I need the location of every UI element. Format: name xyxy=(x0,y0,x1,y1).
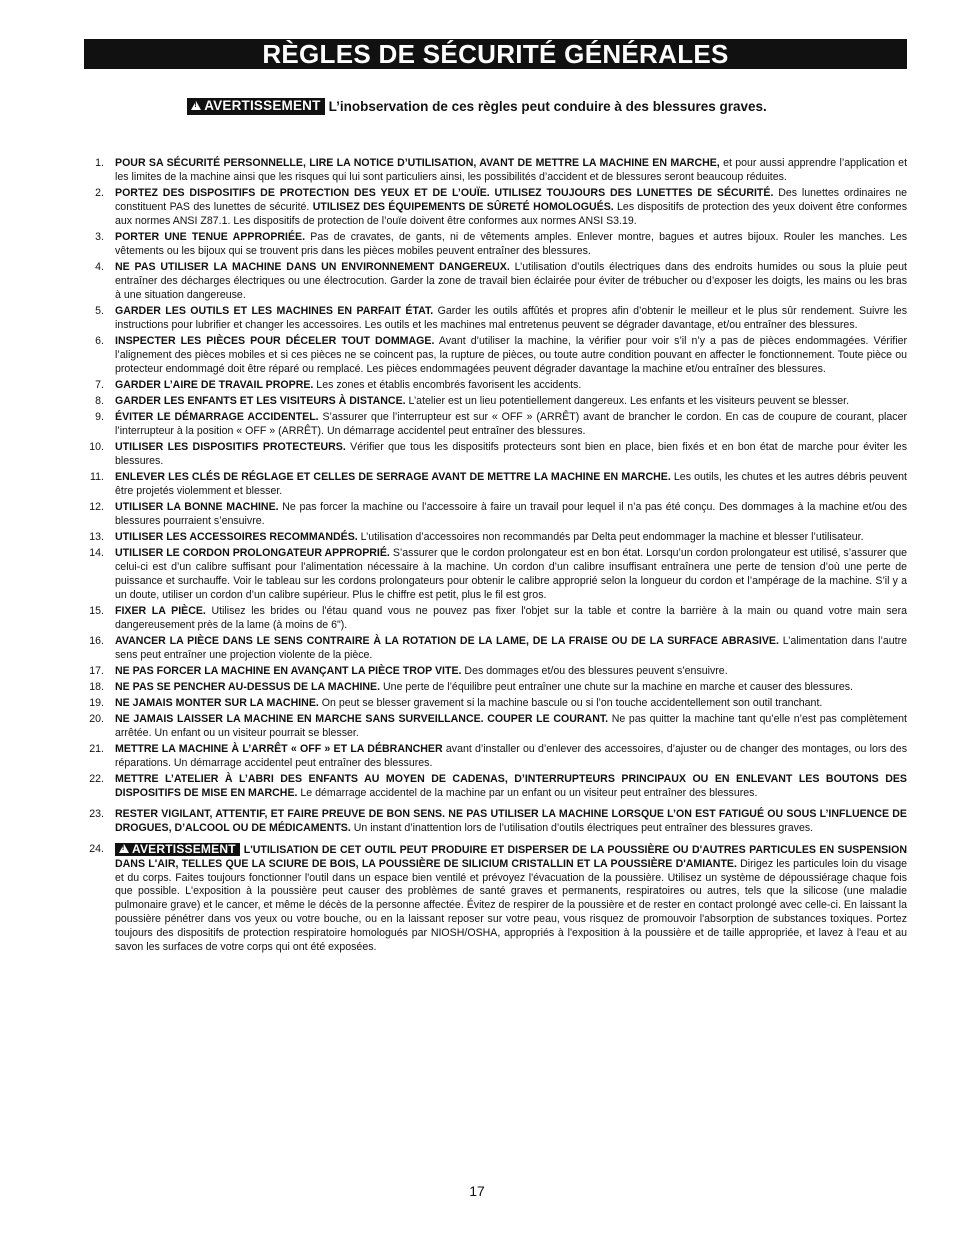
rule-item xyxy=(84,441,907,469)
rule-item xyxy=(84,713,907,741)
rule-number: 7. xyxy=(95,378,104,391)
rule-number: 20. xyxy=(89,713,104,726)
rule-number: 14. xyxy=(89,547,104,559)
rule-text: Dirigez les particules loin du visage et du corps. Faites toujours fonctionner l'outil dans un espace bien ventilé et prévoyez l'évacuation de la poussière. Utilisez un système de dépoussiérage chaque fois que possible. L'exposition à la poussière peut causer des problèmes de santé graves et permanents, respiratoires ou autres, tels que la silicose (une maladie pulmonaire grave) et le cancer, et même le décès de la personne affectée. Évitez de respirer de la poussière et de rester en contact prolongé avec celle-ci. En laissant la poussière pénétrer dans vos yeux ou votre bouche, ou en la laissant reposer sur votre peau, vous risquez de promouvoir l'absorption de substances toxiques. Portez toujours des dispositifs de protection respiratoire homologués par NIOSH/OSHA, appropriés à l'exposition à la poussière et de taille appropriée, et lavez à l'eau et au savon les surfaces de votre corps qui ont été exposées. xyxy=(115,857,907,954)
rule-item xyxy=(84,743,907,771)
rule-heading: GARDER L’AIRE DE TRAVAIL PROPRE. xyxy=(115,378,314,391)
rule-item xyxy=(84,471,907,499)
rule-heading: POUR SA SÉCURITÉ PERSONNELLE, LIRE LA NOTICE D’UTILISATION, AVANT DE METTRE LA MACHINE EN MARCHE, xyxy=(115,157,720,169)
rule-heading: UTILISER LE CORDON PROLONGATEUR APPROPRIÉ. xyxy=(115,547,390,559)
rule-heading: AVANCER LA PIÈCE DANS LE SENS CONTRAIRE À LA ROTATION DE LA LAME, DE LA FRAISE OU DE LA SURFACE ABRASIVE. xyxy=(115,634,779,647)
rule-item xyxy=(84,379,907,393)
warning-badge-label: AVERTISSEMENT xyxy=(204,98,321,113)
page-number: 17 xyxy=(469,1183,485,1199)
rule-number: 3. xyxy=(95,230,104,243)
rule-item xyxy=(84,261,907,303)
rule-heading: ÉVITER LE DÉMARRAGE ACCIDENTEL. xyxy=(115,410,319,423)
rule-number: 16. xyxy=(89,634,104,647)
rule-item xyxy=(84,231,907,259)
rule-heading: FIXER LA PIÈCE. xyxy=(115,604,206,617)
rule-item xyxy=(84,635,907,663)
rule-heading: NE JAMAIS MONTER SUR LA MACHINE. xyxy=(115,697,319,709)
rule-item xyxy=(84,531,907,545)
rule-heading: NE PAS SE PENCHER AU-DESSUS DE LA MACHINE. xyxy=(115,680,381,693)
rule-text-secondary: Les dispositifs de protection des yeux doivent être conformes aux normes ANSI Z87.1. Les dispositifs de protection de l’ouïe doivent être conformes aux normes ANSI S3.19. xyxy=(115,200,907,227)
rule-number: 10. xyxy=(89,440,104,453)
rule-heading: INSPECTER LES PIÈCES POUR DÉCELER TOUT DOMMAGE. xyxy=(115,334,435,347)
warning-banner xyxy=(0,98,954,116)
rule-text: Utilisez les brides ou l'étau quand vous ne pouvez pas fixer l'objet sur la table et contre la barrière à la main ou quand votre main sera dangereusement près de la lame (à moins de 6"). xyxy=(115,604,907,631)
rule-number: 19. xyxy=(89,697,104,709)
rule-text: L’utilisation d’accessoires non recommandés par Delta peut endommager la machine et blesser l’utilisateur. xyxy=(357,530,864,543)
rule-heading: NE PAS FORCER LA MACHINE EN AVANÇANT LA PIÈCE TROP VITE. xyxy=(115,664,462,677)
rule-text: On peut se blesser gravement si la machine bascule ou si l’on touche accidentellement son outil tranchant. xyxy=(318,697,823,709)
rule-text: Une perte de l’équilibre peut entraîner une chute sur la machine en marche et causer des blessures. xyxy=(380,680,853,693)
rule-number: 22. xyxy=(89,773,104,786)
rule-heading: NE PAS UTILISER LA MACHINE DANS UN ENVIRONNEMENT DANGEREUX. xyxy=(115,260,510,273)
rule-number: 13. xyxy=(89,530,104,543)
rule-heading: UTILISER LA BONNE MACHINE. xyxy=(115,500,279,513)
rule-number: 17. xyxy=(89,664,104,677)
rule-number: 18. xyxy=(89,680,104,693)
safety-rules-list xyxy=(84,157,907,957)
rule-number: 23. xyxy=(89,807,104,820)
rule-number: 8. xyxy=(95,394,104,407)
rule-heading: ENLEVER LES CLÉS DE RÉGLAGE ET CELLES DE SERRAGE AVANT DE METTRE LA MACHINE EN MARCHE. xyxy=(115,470,671,483)
rule-text: Ne pas forcer la machine ou l’accessoire à faire un travail pour lequel il n’a pas été conçu. Des dommages à la machine et/ou des blessures pourraient s’ensuivre. xyxy=(115,500,907,527)
rule-item xyxy=(84,335,907,377)
rule-heading: PORTER UNE TENUE APPROPRIÉE. xyxy=(115,230,306,243)
rule-number: 2. xyxy=(95,187,104,199)
warning-triangle-icon xyxy=(119,844,129,853)
rule-text: S’assurer que le cordon prolongateur est en bon état. Lorsqu’un cordon prolongateur est utilisé, s’assurer que celui-ci est d’un calibre suffisant pour l’alimentation nécessaire à la machine. Un cordon d’un calibre insuffisant entraînera une perte de tension d’où une perte de puissance et surchauffe. Voir le tableau sur les cordons prolongateurs pour obtenir le calibre approprié selon la longueur du cordon et l’ampérage de la machine. S’il y a un doute, utiliser un cordon d’un calibre supérieur. Plus le chiffre est petit, plus le fil est gros. xyxy=(115,547,907,601)
rule-text: Les zones et établis encombrés favorisent les accidents. xyxy=(313,378,582,391)
rule-heading: RESTER VIGILANT, ATTENTIF, ET FAIRE PREUVE DE BON SENS. NE PAS UTILISER LA MACHINE LORSQUE L’ON EST FATIGUÉ OU SOUS L’INFLUENCE DE DROGUES, D’ALCOOL OU DE MÉDICAMENTS. xyxy=(115,807,907,834)
rule-number: 4. xyxy=(95,260,104,273)
rule-item xyxy=(84,157,907,185)
rule-heading-secondary: UTILISEZ DES ÉQUIPEMENTS DE SÛRETÉ HOMOLOGUÉS. xyxy=(312,200,614,213)
rule-item xyxy=(84,773,907,801)
rule-text: Ne pas quitter la machine tant qu’elle n’est pas complètement arrêtée. Un enfant ou un visiteur pourrait se blesser. xyxy=(115,713,907,739)
rule-text: Vérifier que tous les dispositifs protecteurs sont bien en place, bien fixés et en bon état de marche pour éviter les blessures. xyxy=(115,440,907,467)
rule-heading: UTILISER LES ACCESSOIRES RECOMMANDÉS. xyxy=(115,530,358,543)
rule-number: 1. xyxy=(95,157,104,169)
rule-text: Des dommages et/ou des blessures peuvent s’ensuivre. xyxy=(461,664,728,677)
rule-heading: GARDER LES OUTILS ET LES MACHINES EN PARFAIT ÉTAT. xyxy=(115,304,434,317)
rule-heading: METTRE L’ATELIER À L’ABRI DES ENFANTS AU MOYEN DE CADENAS, D’INTERRUPTEURS PRINCIPAUX OU EN ENLEVANT LES BOUTONS DES DISPOSITIFS DE MISE EN MARCHE. xyxy=(115,773,907,799)
rule-item xyxy=(84,697,907,711)
rule-number: 6. xyxy=(95,334,104,347)
rule-warning-badge-label: AVERTISSEMENT xyxy=(132,841,236,856)
rule-item xyxy=(84,808,907,836)
rule-text: et pour aussi apprendre l’application et les limites de la machine ainsi que les risques qui lui sont particuliers ainsi, les possibilités d’accident et de blessures seront beaucoup réduites. xyxy=(115,157,908,183)
rule-number: 11. xyxy=(90,470,104,483)
rule-text: Un instant d’inattention lors de l’utilisation d’outils électriques peut entraîner des blessures graves. xyxy=(350,821,814,834)
rule-number: 5. xyxy=(95,304,104,317)
rule-heading: NE JAMAIS LAISSER LA MACHINE EN MARCHE SANS SURVEILLANCE. COUPER LE COURANT. xyxy=(115,713,609,726)
rule-text: Les outils, les chutes et les autres débris peuvent être projetés violemment et blesser. xyxy=(115,470,907,497)
rule-item xyxy=(84,843,907,955)
rule-heading: PORTEZ DES DISPOSITIFS DE PROTECTION DES YEUX ET DE L’OUÏE. UTILISEZ TOUJOURS DES LUNETTES DE SÉCURITÉ. xyxy=(115,187,774,199)
rule-item xyxy=(84,547,907,603)
rule-warning-badge xyxy=(115,843,240,856)
warning-text: L’inobservation de ces règles peut conduire à des blessures graves. xyxy=(328,99,767,114)
rule-heading: METTRE LA MACHINE À L’ARRÊT « OFF » ET LA DÉBRANCHER xyxy=(115,743,443,756)
rule-item xyxy=(84,665,907,679)
rule-text: Garder les outils affûtés et propres afin d’obtenir le meilleur et le plus sûr rendement. Suivre les instructions pour lubrifier et changer les accessoires. Les outils et les machines mal entretenus peuvent se dégrader davantage, et/ou entraîner des blessures. xyxy=(115,304,907,331)
rule-number: 15. xyxy=(89,604,104,617)
rule-text: L’atelier est un lieu potentiellement dangereux. Les enfants et les visiteurs peuvent se blesser. xyxy=(405,394,850,407)
rule-number: 12. xyxy=(89,500,104,513)
warning-badge xyxy=(187,98,324,115)
rule-heading: UTILISER LES DISPOSITIFS PROTECTEURS. xyxy=(115,440,346,453)
rule-heading: GARDER LES ENFANTS ET LES VISITEURS À DISTANCE. xyxy=(115,394,406,407)
rule-heading: L'UTILISATION DE CET OUTIL PEUT PRODUIRE ET DISPERSER DE LA POUSSIÈRE OU D'AUTRES PARTICULES EN SUSPENSION DANS L'AIR, TELLES QUE LA SCIURE DE BOIS, LA POUSSIÈRE DE SILICIUM CRISTALLIN ET LA POUSSIÈRE D'AMIANTE. xyxy=(115,843,907,870)
rule-item xyxy=(84,605,907,633)
rule-text: Avant d’utiliser la machine, la vérifier pour voir s’il n’y a pas de pièces endommagées. Vérifier l’alignement des pièces mobiles et si ces pièces ne se coincent pas, la rupture de pièces, ou toute autre condition pouvant en affecter le fonctionnement. Toute pièce ou protecteur endommagé doit être réparé ou remplacé. Les pièces endommagées peuvent dégrader davantage la machine et/ou entraîner des blessures. xyxy=(115,334,908,375)
rule-text: L’utilisation d’outils électriques dans des endroits humides ou sous la pluie peut entraîner des décharges électriques ou une électrocution. Garder la zone de travail bien éclairée pour éviter de trébucher ou d’exposer les doigts, les mains ou les bras à une situation dangereuse. xyxy=(115,260,907,301)
rule-item xyxy=(84,681,907,695)
rule-text: avant d’installer ou d’enlever des accessoires, d’ajuster ou de changer des montages, ou lors des réparations. Un démarrage accidentel peut entraîner des blessures. xyxy=(115,743,907,769)
rule-item xyxy=(84,501,907,529)
rule-number: 9. xyxy=(95,410,104,423)
warning-triangle-icon xyxy=(191,101,201,110)
rule-text: Pas de cravates, de gants, ni de vêtements amples. Enlever montre, bagues et autres bijoux. Rouler les manches. Les vêtements ou les bijoux qui se trouvent pris dans les pièces mobiles peuvent entraîner des blessures. xyxy=(115,230,908,257)
rule-number: 21. xyxy=(89,743,104,756)
rule-text: Des lunettes ordinaires ne constituent PAS des lunettes de sécurité. xyxy=(115,187,907,213)
rule-text: Le démarrage accidentel de la machine par un enfant ou un visiteur peut entraîner des blessures. xyxy=(297,787,758,799)
rule-text: L’alimentation dans l’autre sens peut entraîner une projection violente de la pièce. xyxy=(115,634,907,661)
rule-item xyxy=(84,395,907,409)
rule-text: S’assurer que l’interrupteur est sur « OFF » (ARRÊT) avant de brancher le cordon. En cas de coupure de courant, placer l’interrupteur à la position « OFF » (ARRÊT). Un démarrage accidentel peut entraîner des blessures. xyxy=(115,410,907,437)
rule-number: 24. xyxy=(89,842,104,855)
page-title: RÈGLES DE SÉCURITÉ GÉNÉRALES xyxy=(84,39,907,69)
rule-item xyxy=(84,411,907,439)
rule-item xyxy=(84,305,907,333)
rule-item xyxy=(84,187,907,229)
